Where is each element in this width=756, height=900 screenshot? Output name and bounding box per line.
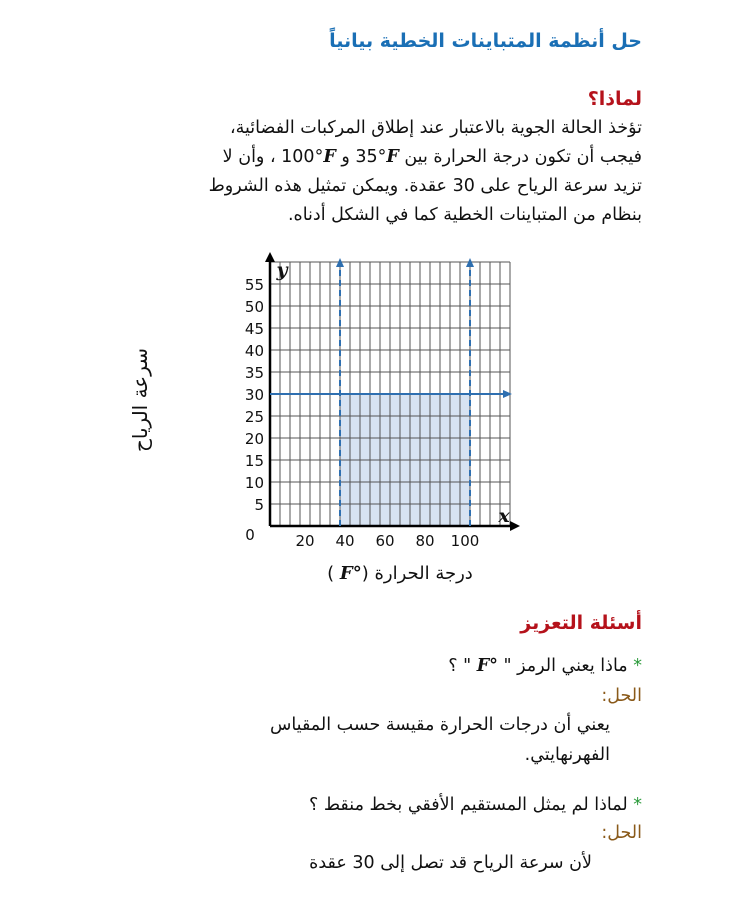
chart-svg xyxy=(180,250,530,595)
question-star: * xyxy=(633,656,642,676)
intro-line-4: بنظام من المتباينات الخطية كما في الشكل أدناه. xyxy=(287,205,642,225)
y-axis-label: سرعة الرياح xyxy=(128,347,152,453)
intro-paragraph xyxy=(82,114,642,230)
y-tick-label: 55 xyxy=(244,276,264,294)
y-axis-letter: y xyxy=(276,259,288,281)
y-tick-label: 35 xyxy=(244,364,264,382)
y-tick-label: 20 xyxy=(244,430,264,448)
question-2: * لماذا لم يمثل المستقيم الأفقي بخط منقط ؟ xyxy=(308,795,642,815)
why-heading: لماذا؟ xyxy=(587,88,642,110)
question-star: * xyxy=(633,795,642,815)
y-axis-arrow xyxy=(265,252,275,262)
intro-line-1: تؤخذ الحالة الجوية بالاعتبار عند إطلاق المركبات الفضائية، xyxy=(230,118,642,138)
x-tick-label: 80 xyxy=(415,532,435,550)
y-tick-label: 30 xyxy=(244,386,264,404)
reinforcement-heading: أسئلة التعزيز xyxy=(520,612,642,634)
question-1: * ماذا يعني الرمز " F° " ؟ xyxy=(448,656,642,676)
x-tick-label: 100 xyxy=(450,532,480,550)
origin-label: 0 xyxy=(245,526,255,544)
answer-2 xyxy=(309,848,592,878)
y-tick-label: 5 xyxy=(254,496,264,514)
y-tick-label: 45 xyxy=(244,320,264,338)
intro-line-3: تزيد سرعة الرياح على 30 عقدة. ويمكن تمثيل هذه الشروط xyxy=(208,176,642,196)
x-tick-label: 20 xyxy=(295,532,315,550)
page-title: حل أنظمة المتباينات الخطية بيانياً xyxy=(329,30,642,52)
x-axis-arrow xyxy=(510,521,520,531)
x-tick-label: 40 xyxy=(335,532,355,550)
fahrenheit-symbol: F° xyxy=(339,563,362,584)
inequality-chart xyxy=(180,250,530,595)
answer-1 xyxy=(270,710,610,770)
y-tick-label: 50 xyxy=(244,298,264,316)
y-tick-label: 25 xyxy=(244,408,264,426)
y-tick-label: 15 xyxy=(244,452,264,470)
x-tick-label: 60 xyxy=(375,532,395,550)
intro-line-2: فيجب أن تكون درجة الحرارة بين 35°F و 100°F ، وأن لا xyxy=(222,147,642,167)
y-tick-label: 40 xyxy=(244,342,264,360)
answer-1-line-1: يعني أن درجات الحرارة مقيسة حسب المقياس xyxy=(269,715,610,735)
solution-label-1: الحل: xyxy=(601,686,642,706)
boundary-arrow-y-30 xyxy=(503,390,512,398)
answer-2-line-1: لأن سرعة الرياح قد تصل إلى 30 عقدة xyxy=(309,853,592,873)
solution-label-2: الحل: xyxy=(601,823,642,843)
question-symbol: F° xyxy=(476,656,498,676)
x-axis-letter: x xyxy=(498,505,510,527)
answer-1-line-2: الفهرنهايتي. xyxy=(524,745,610,765)
y-tick-label: 10 xyxy=(244,474,264,492)
x-axis-label: درجة الحرارة (F° ) xyxy=(327,563,473,584)
